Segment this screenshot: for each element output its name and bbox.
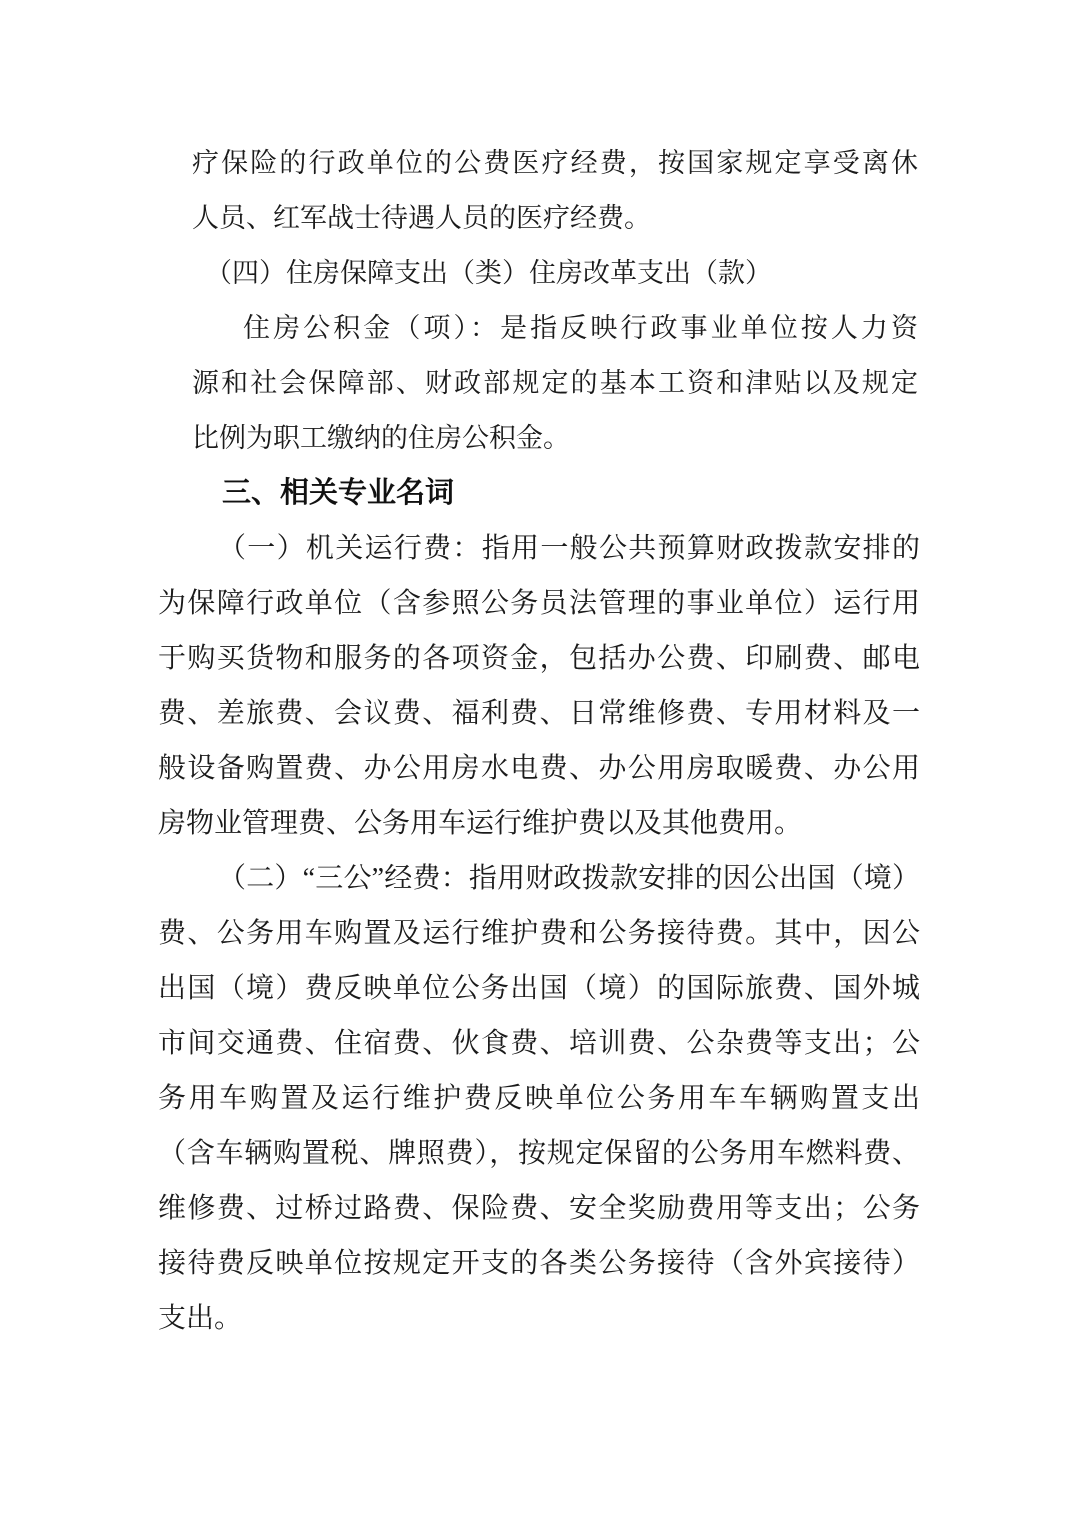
text-line — [158, 521, 920, 576]
term-label: （一）机关运行费： — [218, 533, 482, 564]
text-line — [158, 851, 920, 906]
text-line — [158, 631, 920, 686]
line-text: 源和社会保障部、财政部规定的基本工资和津贴以及规定 — [192, 368, 921, 398]
text-line — [158, 576, 920, 631]
line-text: 住房公积金（项）：是指反映行政事业单位按人力资 — [243, 313, 922, 343]
line-text: 支出。 — [158, 1303, 243, 1334]
text-line — [158, 1291, 920, 1346]
line-text: 房物业管理费、公务用车运行维护费以及其他费用。 — [158, 808, 803, 839]
text-line — [158, 1126, 920, 1181]
text-line — [158, 961, 920, 1016]
text-line — [192, 136, 921, 191]
text-line — [158, 1236, 920, 1291]
upper-text-block — [192, 136, 922, 466]
text-line — [192, 246, 918, 301]
text-line — [158, 741, 920, 796]
line-text: 接待费反映单位按规定开支的各类公务接待（含外宾接待） — [158, 1248, 922, 1279]
line-text: 人员、红军战士待遇人员的医疗经费。 — [192, 203, 651, 233]
line-text: （四）住房保障支出（类）住房改革支出（款） — [205, 258, 772, 288]
text-line — [158, 906, 920, 961]
line-text: 为保障行政单位（含参照公务员法管理的事业单位）运行用 — [158, 588, 922, 619]
line-text: 疗保险的行政单位的公费医疗经费，按国家规定享受离休 — [192, 148, 921, 178]
text-line — [192, 191, 918, 246]
line-text: 费、差旅费、会议费、福利费、日常维修费、专用材料及一 — [158, 698, 922, 729]
section-heading — [158, 466, 920, 521]
text-line — [192, 356, 921, 411]
line-text: （含车辆购置税、牌照费），按规定保留的公务用车燃料费、 — [158, 1138, 921, 1169]
text-line — [192, 411, 918, 466]
text-line — [192, 301, 922, 356]
line-text: （二）“三公”经费：指用财政拨款安排的因公出国（境） — [218, 863, 921, 894]
line-text: 比例为职工缴纳的住房公积金。 — [192, 423, 570, 453]
line-text: 于购买货物和服务的各项资金，包括办公费、印刷费、邮电 — [158, 643, 922, 674]
line-text: （一）机关运行费：指用一般公共预算财政拨款安排的 — [218, 533, 922, 564]
line-text: 出国（境）费反映单位公务出国（境）的国际旅费、国外城 — [158, 973, 922, 1004]
term-label: （二）“三公”经费： — [218, 863, 469, 894]
text-line — [158, 686, 920, 741]
text-line — [158, 796, 920, 851]
line-text: 三、相关专业名词 — [222, 477, 455, 509]
text-line — [158, 1181, 920, 1236]
text-line — [158, 1016, 920, 1071]
lower-text-block — [158, 466, 923, 1346]
line-text: 费、公务用车购置及运行维护费和公务接待费。其中，因公 — [158, 918, 922, 949]
line-text: 般设备购置费、办公用房水电费、办公用房取暖费、办公用 — [158, 753, 922, 784]
line-text: 务用车购置及运行维护费反映单位公务用车车辆购置支出 — [158, 1083, 923, 1114]
text-line — [158, 1071, 923, 1126]
line-text: 市间交通费、住宿费、伙食费、培训费、公杂费等支出；公 — [158, 1028, 922, 1059]
line-text: 维修费、过桥过路费、保险费、安全奖励费用等支出；公务 — [158, 1193, 922, 1224]
